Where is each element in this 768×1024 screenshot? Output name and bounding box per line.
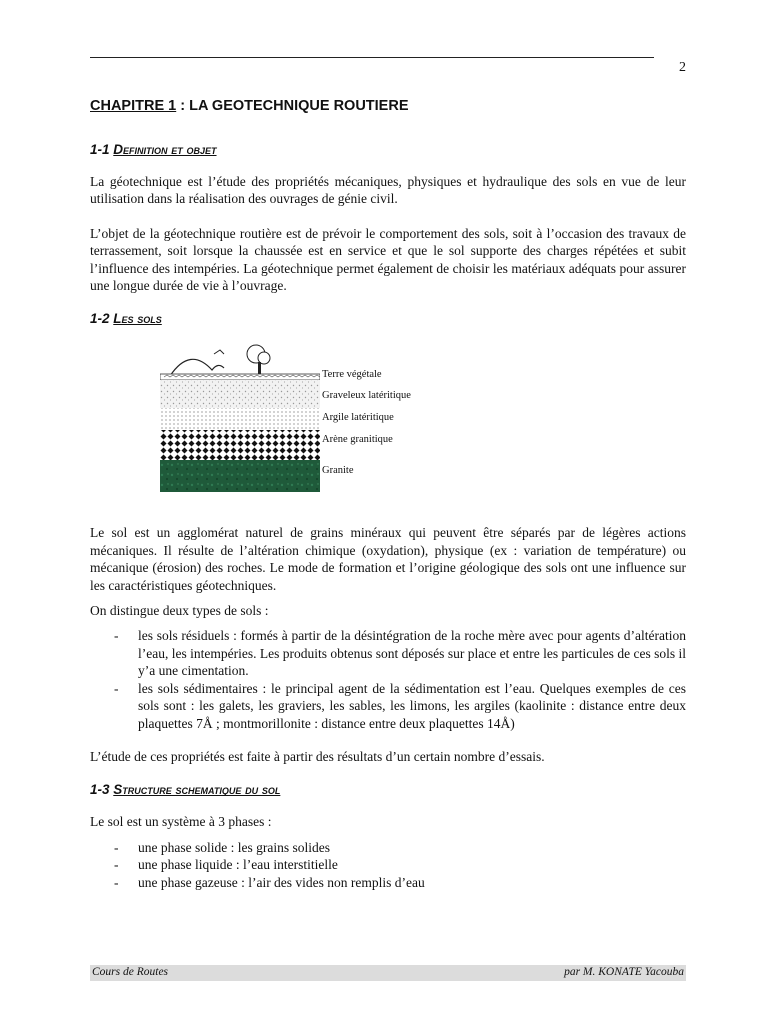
layer-label: Terre végétale — [322, 369, 382, 381]
page-content — [90, 98, 686, 907]
list-item: - une phase solide : les grains solides — [90, 839, 686, 856]
chapter-title: : LA GEOTECHNIQUE ROUTIERE — [176, 98, 409, 114]
section-heading-1-2 — [90, 311, 686, 326]
soil-types-list — [90, 627, 686, 731]
hill-outline — [170, 360, 224, 377]
section-title: Structure schematique du sol — [113, 782, 281, 798]
chapter-label: CHAPITRE 1 — [90, 98, 177, 114]
layer-label: Graveleux latéritique — [322, 390, 411, 402]
layer-gravel — [160, 380, 320, 408]
paragraph: L’objet de la géotechnique routière est de prévoir le comportement des sols, soit à l’occasion des travaux de terrassement, soit lorsque la chaussée est en service et que le sol supporte des charges répétées et subit l’influence des intempéries. La géotechnique permet également de choisir les matériaux adéquats pour assurer une longue durée de vie à l’ouvrage. — [90, 225, 686, 294]
list-item: - les sols sédimentaires : le principal agent de la sédimentation est l’eau. Quelques exemples de ces sols sont : les galets, les graviers, les sables, les limons, les argiles (kaolinite : distance entre deux plaquettes 7Å ; montmorillonite : distance entre deux plaquettes 14Å) — [90, 680, 686, 732]
paragraph: Le sol est un système à 3 phases : — [90, 814, 272, 830]
paragraph: La géotechnique est l’étude des propriétés mécaniques, physiques et hydraulique des sols en vue de leur utilisation dans la réalisation des ouvrages de génie civil. — [90, 174, 686, 207]
layer-clay — [160, 408, 320, 430]
layer-label: Arène granitique — [322, 434, 393, 446]
section-heading-1-3 — [90, 782, 686, 797]
chapter-heading — [90, 98, 686, 114]
layer-granite — [160, 460, 320, 492]
footer-author: par M. KONATE Yacouba — [564, 966, 684, 978]
paragraph: On distingue deux types de sols : — [90, 603, 269, 619]
layer-label: Granite — [322, 465, 354, 477]
section-title: Definition et objet — [113, 142, 217, 157]
page-footer — [90, 965, 686, 981]
header-rule — [90, 57, 654, 58]
phases-list — [90, 839, 686, 891]
list-item: - une phase liquide : l’eau interstitielle — [90, 856, 686, 873]
section-number: 1-3 — [90, 782, 114, 798]
page-number: 2 — [679, 60, 686, 75]
bird-icon — [214, 350, 224, 354]
list-item: - les sols résiduels : formés à partir de la désintégration de la roche mère avec pour agents d’altération l’eau, les intempéries. Les produits obtenus sont déposés sur place et entre les particules de ces sols il y’a une cimentation. — [90, 627, 686, 679]
list-item: - une phase gazeuse : l’air des vides non remplis d’eau — [90, 874, 686, 891]
layer-label: Argile latéritique — [322, 412, 394, 424]
layer-arene — [160, 430, 320, 460]
section-number: 1-2 — [90, 311, 114, 327]
paragraph: L’étude de ces propriétés est faite à partir des résultats d’un certain nombre d’essais. — [90, 748, 545, 764]
section-heading-1-1 — [90, 142, 686, 157]
paragraph: Le sol est un agglomérat naturel de grains minéraux qui peuvent être séparés par de légères actions mécaniques. Il résulte de l’altération chimique (oxydation), physique (ex : variation de température) ou mécanique (érosion) des roches. Le mode de formation et l’origine géologique des sols ont une influence sur les caractéristiques géotechniques. — [90, 525, 686, 593]
soil-layers-figure — [160, 342, 460, 510]
footer-course: Cours de Routes — [92, 966, 169, 978]
section-title: Les sols — [113, 311, 162, 327]
soil-profile-illustration — [160, 342, 320, 510]
section-number: 1-1 — [90, 142, 114, 157]
